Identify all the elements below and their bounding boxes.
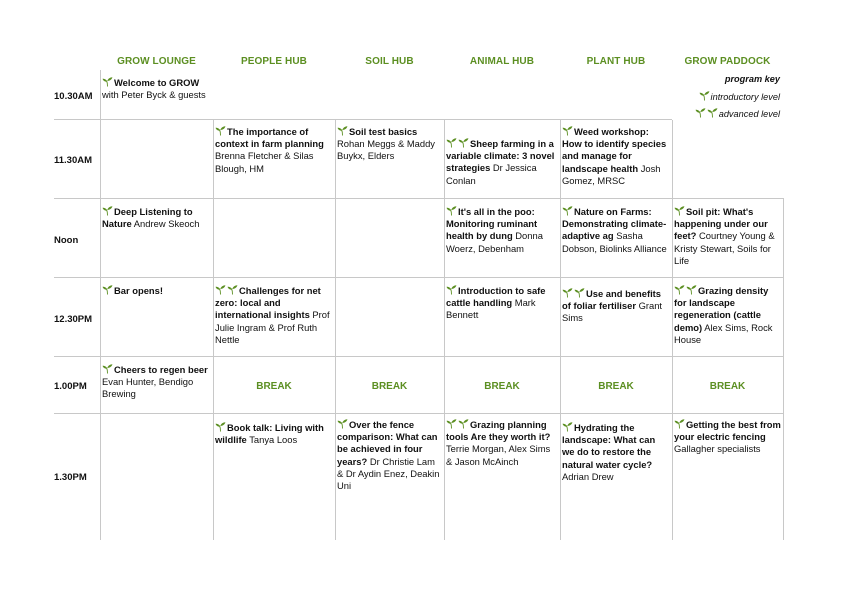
program-key-advanced-label: advanced level (718, 109, 780, 119)
grid-line (54, 119, 672, 120)
session-cell (446, 137, 558, 187)
session-presenters: Courtney Young & Kristy Stewart, Soils for Life (674, 230, 775, 266)
grid-line (54, 198, 783, 199)
header-people-hub: PEOPLE HUB (240, 56, 307, 67)
time-label: 1.30PM (54, 472, 87, 483)
session-cell (102, 284, 210, 297)
session-presenters: Sasha Dobson, Biolinks Alliance (562, 230, 667, 254)
break-label: BREAK (484, 381, 520, 392)
session-cell (562, 205, 670, 255)
session-title: Sheep farming in a variable climate: 3 novel strategies (446, 138, 555, 174)
grid-line (560, 120, 561, 540)
program-key-intro-label: introductory level (710, 92, 780, 102)
session-cell (562, 287, 670, 325)
header-grow-paddock: GROW PADDOCK (684, 56, 771, 67)
session-cell (674, 284, 782, 346)
session-presenters: Alex Sims, Rock House (674, 321, 773, 345)
sprout-icon (562, 125, 573, 136)
time-label: Noon (54, 235, 79, 246)
session-cell (674, 418, 782, 456)
break-label: BREAK (598, 381, 634, 392)
session-title: Weed workshop: How to identify species and manage for landscape health (562, 126, 667, 174)
session-title: It's all in the poo: Monitoring ruminant health by dung (446, 206, 538, 242)
grid-line (672, 120, 673, 540)
session-presenters: Rohan Meggs & Maddy Buykx, Elders (337, 138, 435, 162)
sprout-icon (215, 284, 226, 295)
time-label: 10.30AM (54, 91, 93, 102)
session-presenters: Brenna Fletcher & Silas Blough, HM (215, 150, 314, 174)
session-title: Bar opens! (114, 285, 163, 296)
session-presenters: Adrian Drew (562, 470, 614, 482)
session-title: Hydrating the landscape: What can we do to restore the natural water cycle? (562, 422, 656, 470)
program-key-title: program key (724, 74, 780, 84)
sprout-icon (562, 421, 573, 432)
sprout-icon (227, 284, 238, 295)
session-title: Introduction to safe cattle handling (446, 285, 546, 309)
session-cell (337, 418, 442, 492)
session-cell (562, 421, 670, 483)
session-cell (215, 284, 334, 346)
sprout-icon (695, 107, 706, 118)
session-presenters: Andrew Skeoch (133, 218, 200, 230)
session-title: The importance of context in farm planning (215, 126, 324, 150)
sprout-icon (102, 76, 113, 87)
session-title: Use and benefits of foliar fertiliser (562, 288, 662, 312)
session-cell (215, 421, 334, 446)
time-label: 12.30PM (54, 314, 93, 325)
session-title: Deep Listening to Nature (102, 206, 193, 230)
session-presenters: Terrie Morgan, Alex Sims & Jason McAinch (446, 443, 551, 467)
session-cell (102, 205, 210, 230)
sprout-icon (458, 418, 469, 429)
grid-line (335, 120, 336, 540)
session-presenters: Dr Jessica Conlan (446, 162, 537, 186)
session-presenters: Donna Woerz, Debenham (446, 230, 543, 254)
sprout-icon (337, 418, 348, 429)
session-presenters: Tanya Loos (249, 434, 298, 446)
sprout-icon (458, 137, 469, 148)
session-presenters: Josh Gomez, MRSC (562, 162, 661, 186)
session-title: Soil pit: What's happening under our feet? (674, 206, 768, 242)
break-label: BREAK (256, 381, 292, 392)
grid-line (54, 356, 783, 357)
header-animal-hub: ANIMAL HUB (469, 56, 535, 67)
session-cell (215, 125, 334, 175)
session-title: Grazing density for landscape regeneration (cattle demo) (674, 285, 769, 333)
sprout-icon (674, 205, 685, 216)
grid-line (54, 277, 783, 278)
sprout-icon (562, 287, 573, 298)
session-title: Cheers to regen beer (114, 364, 208, 375)
program-key-intro (699, 90, 780, 102)
session-presenters: Prof Julie Ingram & Prof Ruth Nettle (215, 309, 330, 345)
sprout-icon (102, 284, 113, 295)
session-title: Grazing planning tools Are they worth it? (446, 419, 551, 443)
session-title: Getting the best from your electric fencing (674, 419, 781, 443)
session-cell (674, 205, 782, 267)
sprout-icon (446, 137, 457, 148)
break-label: BREAK (371, 381, 408, 392)
session-title: Challenges for net zero: local and international insights (215, 285, 321, 321)
session-presenters: Mark Bennett (446, 297, 536, 321)
sprout-icon (574, 287, 585, 298)
session-presenters: Dr Christie Lam & Dr Aydin Enez, Deakin Uni (337, 455, 440, 492)
sprout-icon (102, 205, 113, 216)
session-title: Welcome to GROW (114, 77, 200, 88)
sprout-icon (337, 125, 348, 136)
grid-line (444, 120, 445, 540)
sprout-icon (446, 418, 457, 429)
session-presenters: Gallagher specialists (674, 443, 761, 455)
session-title: Soil test basics (349, 126, 418, 137)
session-title: Nature on Farms: Demonstrating climate-adaptive ag (562, 206, 667, 242)
time-label: 11.30AM (54, 155, 93, 166)
sprout-icon (215, 421, 226, 432)
grid-line (100, 70, 101, 540)
sprout-icon (674, 418, 685, 429)
session-presenters: with Peter Byck & guests (102, 89, 206, 101)
grid-line (783, 198, 784, 540)
sprout-icon (686, 284, 697, 295)
header-plant-hub: PLANT HUB (586, 56, 646, 67)
sprout-icon (562, 205, 573, 216)
break-label: BREAK (709, 381, 746, 392)
session-cell (562, 125, 670, 187)
program-key-advanced (695, 107, 780, 119)
session-title: Over the fence comparison: What can be achieved in four years? (337, 419, 438, 467)
session-cell (446, 418, 559, 468)
sprout-icon (707, 107, 718, 118)
header-soil-hub: SOIL HUB (365, 56, 414, 67)
grid-line (54, 413, 783, 414)
session-presenters: Grant Sims (562, 300, 663, 324)
session-cell (446, 205, 558, 255)
grid-line (213, 120, 214, 540)
sprout-icon (699, 90, 710, 101)
session-cell (102, 363, 210, 401)
session-cell (102, 76, 210, 101)
session-cell (446, 284, 558, 322)
sprout-icon (102, 363, 113, 374)
sprout-icon (674, 284, 685, 295)
session-presenters: Evan Hunter, Bendigo Brewing (102, 376, 194, 400)
header-grow-lounge: GROW LOUNGE (117, 56, 196, 67)
time-label: 1.00PM (54, 381, 87, 392)
sprout-icon (215, 125, 226, 136)
session-title: Book talk: Living with wildlife (215, 422, 324, 446)
sprout-icon (446, 284, 457, 295)
sprout-icon (446, 205, 457, 216)
session-cell (337, 125, 442, 163)
